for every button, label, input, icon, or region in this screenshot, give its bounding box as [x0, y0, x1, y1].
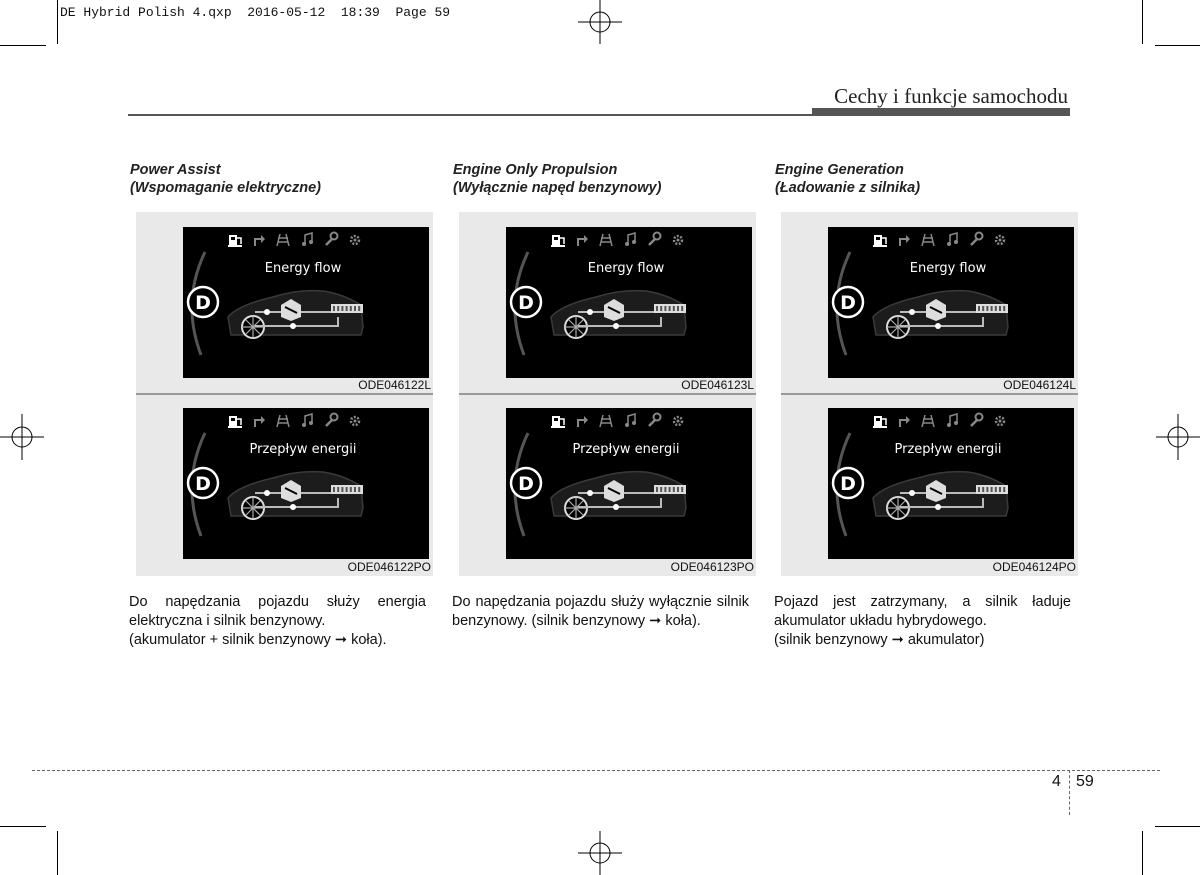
route-icon [255, 235, 265, 246]
gear-letter: D [518, 473, 534, 495]
gear-letter: D [840, 292, 856, 314]
description [452, 593, 749, 631]
route-icon [255, 416, 265, 427]
gear-icon [351, 236, 359, 244]
display-label: Energy flow [264, 261, 342, 276]
header-rule-bar [812, 108, 1070, 116]
display-screen [183, 408, 429, 559]
gear-icon [674, 236, 682, 244]
display-screen [828, 227, 1074, 378]
crop-mark [57, 831, 58, 875]
description [129, 593, 426, 650]
battery-icon [976, 485, 1008, 494]
display-label: Przepływ energii [894, 442, 1002, 457]
energy-flow-graphic [183, 227, 429, 378]
gear-icon [996, 236, 1004, 244]
description-text: Do napędzania pojazdu służy wyłącznie silnik benzynowy. (silnik benzynowy ➞ koła). [452, 594, 749, 629]
figure-code: ODE046122PO [347, 560, 431, 574]
fuel-ev-icon [551, 235, 565, 247]
figure-code: ODE046124PO [992, 560, 1076, 574]
road-icon [600, 415, 612, 427]
section-title [453, 161, 763, 197]
crop-mark [57, 0, 58, 44]
figure-code: ODE046123PO [670, 560, 754, 574]
description [774, 593, 1071, 650]
fuel-ev-icon [551, 416, 565, 428]
registration-mark-top [576, 0, 626, 44]
figure-code: ODE046122L [358, 378, 431, 392]
figure-divider [136, 393, 433, 395]
crop-mark [0, 826, 46, 827]
road-icon [600, 234, 612, 246]
energy-flow-graphic [183, 408, 429, 559]
display-screen [828, 408, 1074, 559]
wrench-icon [326, 233, 338, 246]
music-icon [302, 414, 313, 427]
music-icon [625, 414, 636, 427]
section-title [775, 161, 1085, 197]
gear-letter: D [195, 473, 211, 495]
battery-icon [331, 304, 363, 313]
crop-mark [1155, 45, 1200, 46]
registration-mark-right [1156, 412, 1200, 462]
description-text: Pojazd jest zatrzymany, a silnik ładuje akumulator układu hybrydowego. [774, 594, 1071, 629]
energy-flow-graphic [828, 408, 1074, 559]
crop-mark [1142, 831, 1143, 875]
battery-icon [331, 485, 363, 494]
wrench-icon [971, 414, 983, 427]
road-icon [277, 234, 289, 246]
gear-icon [996, 417, 1004, 425]
display-screen [183, 227, 429, 378]
display-screen [506, 227, 752, 378]
header-rule [128, 114, 812, 116]
registration-mark-left [0, 412, 44, 462]
gear-icon [674, 417, 682, 425]
road-icon [277, 415, 289, 427]
gear-letter: D [840, 473, 856, 495]
battery-icon [976, 304, 1008, 313]
chapter-number: 4 [1052, 773, 1061, 790]
page-number: 59 [1076, 773, 1094, 790]
display-screen [506, 408, 752, 559]
figure-divider [459, 393, 756, 395]
registration-mark-bottom [576, 831, 626, 875]
music-icon [947, 414, 958, 427]
energy-flow-graphic [506, 227, 752, 378]
wrench-icon [326, 414, 338, 427]
music-icon [947, 233, 958, 246]
footer-dashed-divider [1069, 770, 1070, 815]
wrench-icon [971, 233, 983, 246]
battery-icon [654, 485, 686, 494]
description-formula: (silnik benzynowy ➞ akumulator) [774, 632, 985, 648]
fuel-ev-icon [228, 235, 242, 247]
footer-dashed-rule [32, 770, 1160, 771]
section-title-en: Engine Only Propulsion [453, 162, 618, 178]
gear-letter: D [518, 292, 534, 314]
music-icon [625, 233, 636, 246]
description-formula: (akumulator + silnik benzynowy ➞ koła). [129, 632, 387, 648]
crop-mark [1155, 826, 1200, 827]
display-label: Przepływ energii [249, 442, 357, 457]
wrench-icon [649, 233, 661, 246]
fuel-ev-icon [873, 416, 887, 428]
energy-flow-graphic [828, 227, 1074, 378]
display-label: Energy flow [909, 261, 987, 276]
route-icon [900, 235, 910, 246]
figure-code: ODE046123L [681, 378, 754, 392]
route-icon [578, 235, 588, 246]
gear-icon [351, 417, 359, 425]
gear-letter: D [195, 292, 211, 314]
fuel-ev-icon [873, 235, 887, 247]
fuel-ev-icon [228, 416, 242, 428]
page-header-title: Cechy i funkcje samochodu [834, 84, 1068, 108]
figure-divider [781, 393, 1078, 395]
section-title-en: Engine Generation [775, 162, 904, 178]
display-label: Energy flow [587, 261, 665, 276]
section-title-pl: (Wspomaganie elektryczne) [130, 180, 321, 196]
crop-mark [0, 45, 46, 46]
description-text: Do napędzania pojazdu służy energia elektryczna i silnik benzynowy. [129, 594, 426, 629]
wrench-icon [649, 414, 661, 427]
section-title-pl: (Wyłącznie napęd benzynowy) [453, 180, 662, 196]
energy-flow-graphic [506, 408, 752, 559]
road-icon [922, 234, 934, 246]
music-icon [302, 233, 313, 246]
print-slug: DE Hybrid Polish 4.qxp 2016-05-12 18:39 Page 59 [60, 5, 451, 20]
route-icon [900, 416, 910, 427]
figure-code: ODE046124L [1003, 378, 1076, 392]
crop-mark [1142, 0, 1143, 44]
section-title-en: Power Assist [130, 162, 221, 178]
road-icon [922, 415, 934, 427]
section-title [130, 161, 440, 197]
section-title-pl: (Ładowanie z silnika) [775, 180, 921, 196]
display-label: Przepływ energii [572, 442, 680, 457]
route-icon [578, 416, 588, 427]
battery-icon [654, 304, 686, 313]
